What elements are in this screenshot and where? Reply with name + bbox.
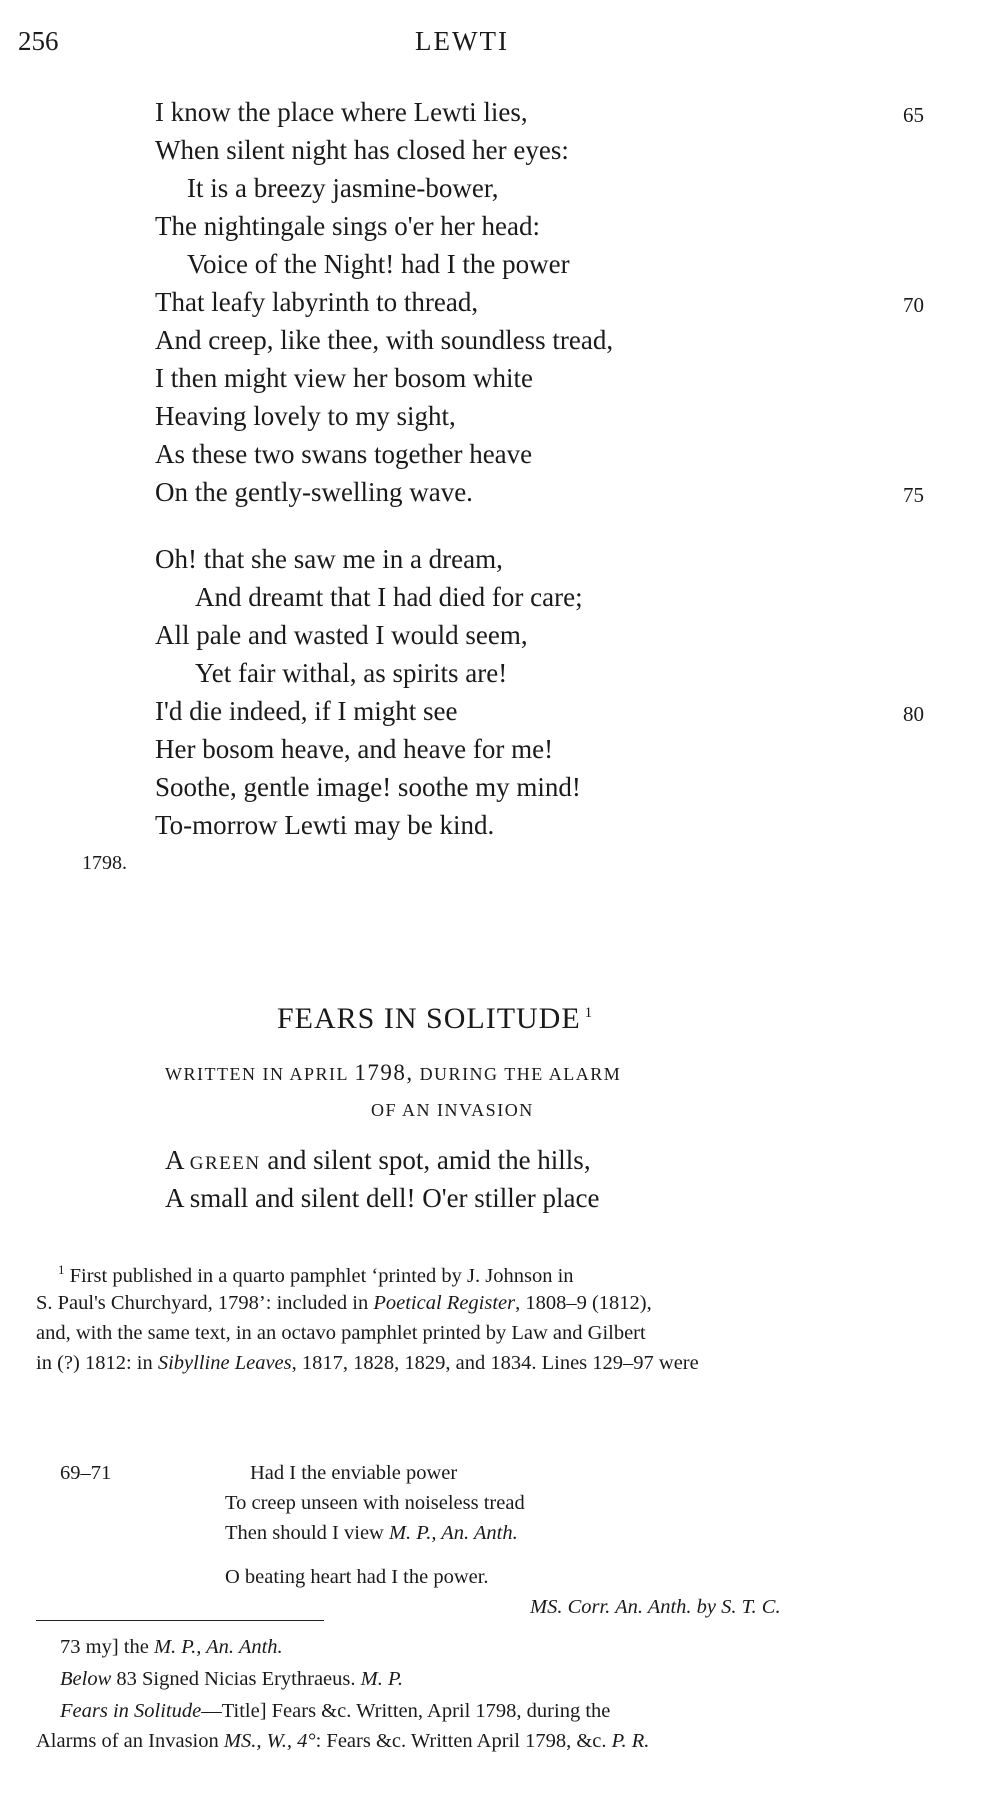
- poem-line: I know the place where Lewti lies,: [155, 97, 528, 127]
- line-number: 75: [903, 483, 924, 507]
- variant-line: Had I the enviable power: [250, 1462, 458, 1484]
- poem-line: Soothe, gentle image! soothe my mind!: [155, 772, 581, 802]
- poem-line: And creep, like thee, with soundless tread,: [155, 325, 614, 355]
- poem-date: 1798.: [82, 852, 127, 874]
- poem-line: Heaving lovely to my sight,: [155, 401, 456, 431]
- running-head: LEWTI: [415, 26, 509, 56]
- page-number: 256: [18, 26, 59, 56]
- variant-text: 73 my] the: [60, 1636, 149, 1658]
- variant-source: MS. Corr. An. Anth. by S. T. C.: [530, 1596, 781, 1618]
- variant-italic: MS., W., 4°: [223, 1730, 316, 1752]
- variant-italic: P. R.: [611, 1730, 650, 1752]
- variant-italic: Below: [60, 1668, 112, 1690]
- line-number: 65: [903, 103, 924, 127]
- variant-text: Then should I view: [225, 1522, 384, 1544]
- variant-line: [225, 1522, 518, 1545]
- variant-italic: Fears in Solitude: [60, 1700, 202, 1722]
- variant-line: O beating heart had I the power.: [225, 1566, 489, 1588]
- variant-text: : Fears &c. Written April 1798, &c.: [315, 1730, 607, 1752]
- variant-text: Alarms of an Invasion: [36, 1730, 219, 1752]
- footnote-line: [58, 1262, 574, 1288]
- variant-line: To creep unseen with noiseless tread: [225, 1492, 525, 1514]
- poem-line: A small and silent dell! O'er stiller place: [165, 1183, 600, 1213]
- poem-line: And dreamt that I had died for care;: [195, 582, 583, 612]
- footnote-italic: Sibylline Leaves: [157, 1352, 292, 1374]
- poem-line: When silent night has closed her eyes:: [155, 135, 569, 165]
- poem-line: I'd die indeed, if I might see: [155, 696, 458, 726]
- poem-line-smallcaps: GREEN: [189, 1153, 261, 1174]
- footnote-reference: 1: [584, 1005, 594, 1021]
- poem-line: On the gently-swelling wave.: [155, 477, 473, 507]
- variant-ref: 69–71: [60, 1462, 112, 1484]
- poem-line: Yet fair withal, as spirits are!: [195, 658, 508, 688]
- poem-line: I then might view her bosom white: [155, 363, 533, 393]
- variant-text: —Title] Fears &c. Written, April 1798, during the: [201, 1700, 611, 1722]
- footnote-line: [36, 1292, 652, 1315]
- poem-line: That leafy labyrinth to thread,: [155, 287, 479, 317]
- footnote-line: [36, 1352, 699, 1375]
- variant-line: [36, 1730, 649, 1753]
- footnote-marker: 1: [58, 1262, 65, 1277]
- poem-line: The nightingale sings o'er her head:: [155, 211, 541, 241]
- footnote-text: , 1817, 1828, 1829, and 1834. Lines 129–97 were: [291, 1352, 699, 1374]
- subtitle-part: DURING THE ALARM: [419, 1064, 622, 1084]
- footnote-text: , 1808–9 (1812),: [515, 1292, 652, 1314]
- poem-title-text: FEARS IN SOLITUDE: [277, 1002, 581, 1035]
- poem-title: [277, 1002, 593, 1036]
- variant-italic: M. P., An. Anth.: [388, 1522, 518, 1544]
- poem-subtitle-line2: OF AN INVASION: [371, 1100, 534, 1120]
- footnote-text: S. Paul's Churchyard, 1798’: included in: [36, 1292, 369, 1314]
- variant-text: 83 Signed Nicias Erythraeus.: [116, 1668, 356, 1690]
- subtitle-part: WRITTEN IN APRIL: [165, 1064, 349, 1084]
- poem-line: Voice of the Night! had I the power: [187, 249, 570, 279]
- variant-italic: M. P.: [360, 1668, 403, 1690]
- poem-line: Her bosom heave, and heave for me!: [155, 734, 554, 764]
- footnote-text: First published in a quarto pamphlet ‘printed by J. Johnson in: [69, 1264, 574, 1287]
- variant-italic: M. P., An. Anth.: [153, 1636, 283, 1658]
- footnote-text: in (?) 1812: in: [36, 1352, 153, 1374]
- poem-line-initial: A: [165, 1145, 184, 1175]
- subtitle-year: 1798,: [354, 1060, 414, 1085]
- poem-line: To-morrow Lewti may be kind.: [155, 810, 495, 840]
- footnote-line: and, with the same text, in an octavo pamphlet printed by Law and Gilbert: [36, 1322, 646, 1344]
- footnote-italic: Poetical Register: [373, 1292, 516, 1314]
- variant-line: [60, 1668, 403, 1691]
- poem-line: [165, 1145, 591, 1176]
- variant-line: [60, 1700, 610, 1723]
- line-number: 70: [903, 293, 924, 317]
- variant-line: [60, 1636, 283, 1659]
- poem-line: All pale and wasted I would seem,: [155, 620, 528, 650]
- line-number: 80: [903, 702, 924, 726]
- poem-line-text: and silent spot, amid the hills,: [267, 1145, 591, 1175]
- poem-subtitle: [165, 1060, 621, 1086]
- poem-line: It is a breezy jasmine-bower,: [187, 173, 499, 203]
- poem-line: Oh! that she saw me in a dream,: [155, 544, 503, 574]
- footnote-separator: [36, 1620, 324, 1621]
- poem-line: As these two swans together heave: [155, 439, 533, 469]
